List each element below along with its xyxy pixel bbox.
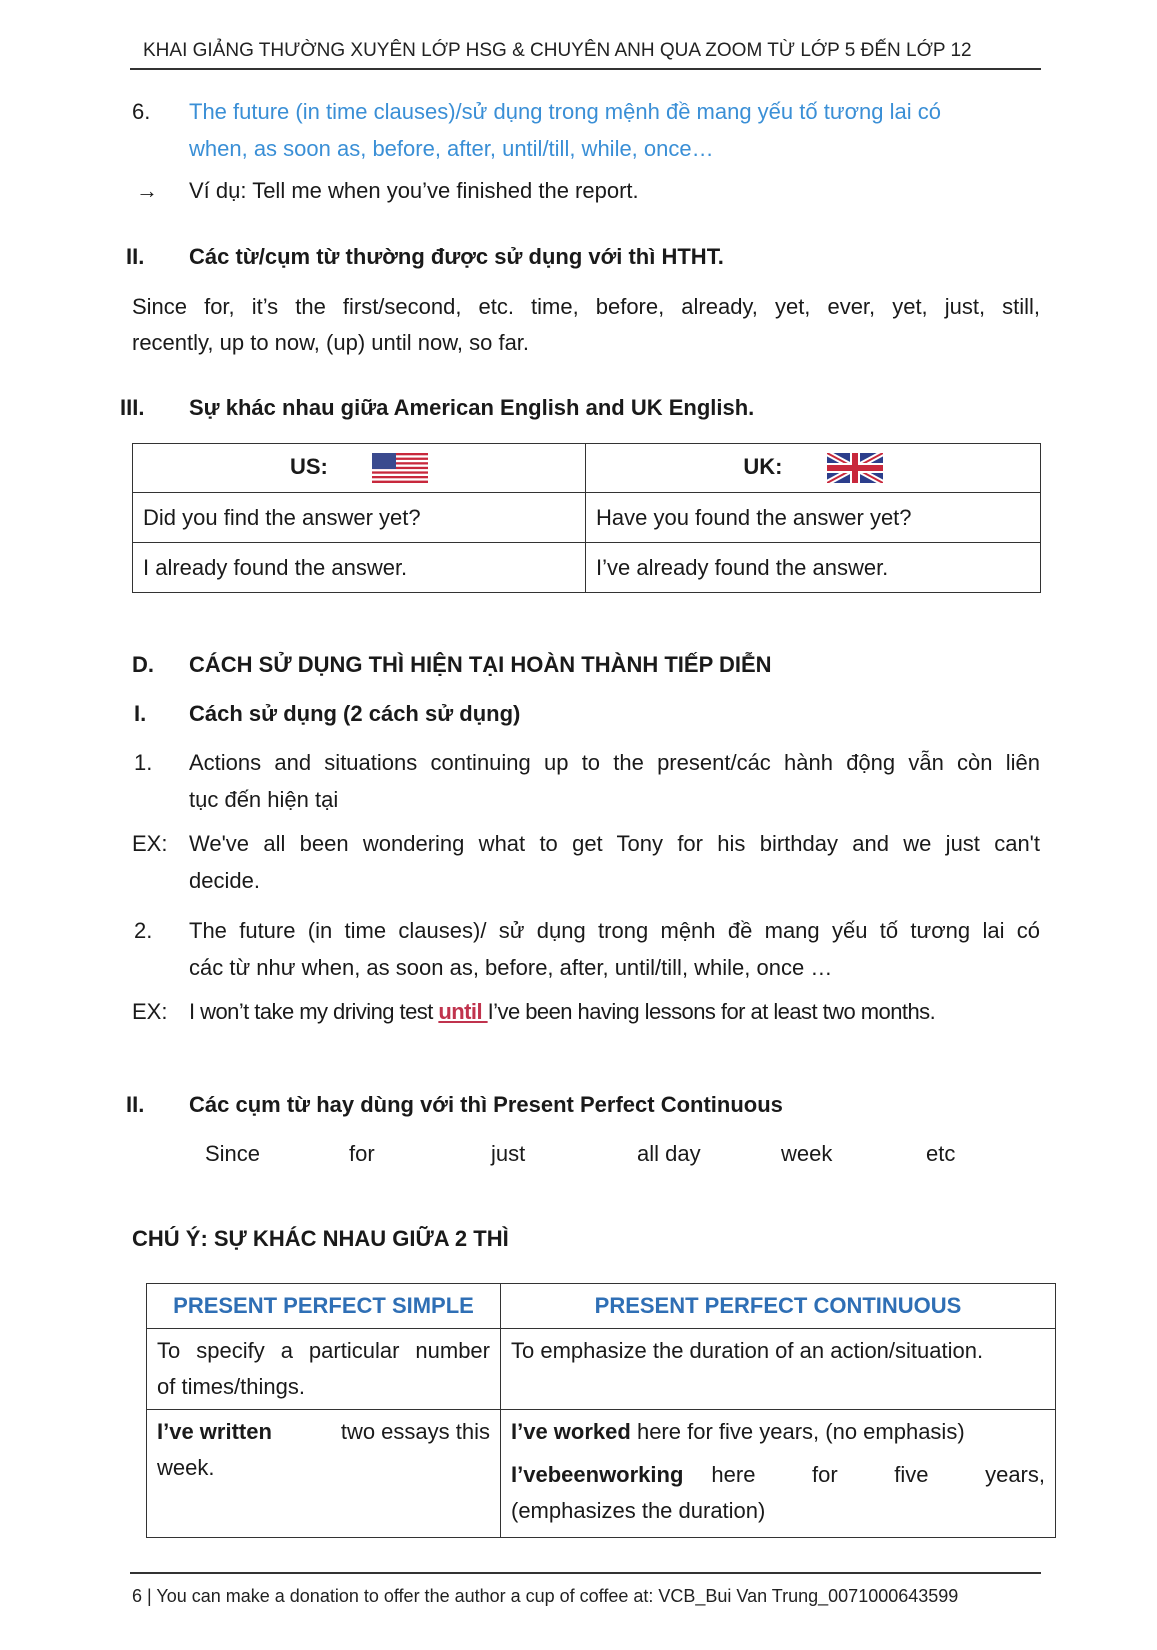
arrow-icon: → [136,178,158,203]
pp-simple-cell [147,1410,501,1538]
use-2-line-1: The future (in time clauses)/ sử dụng trong mệnh đề mang yếu tố tương lai có [189,918,1040,943]
use-1-line-1: Actions and situations continuing up to the present/các hành động vẫn còn liên [189,750,1040,775]
item-6-line-2: when, as soon as, before, after, until/till, while, once… [189,136,714,161]
page-footer: 6 | You can make a donation to offer the author a cup of coffee at: VCB_Bui Van Trung_0071000643599 [132,1586,959,1606]
pp-continuous-example-a [511,1414,1045,1450]
use-2-line-2: các từ như when, as soon as, before, after, until/till, while, once … [189,955,833,980]
section-d-number: D. [132,652,154,677]
us-label: US: [289,453,328,479]
note-title: CHÚ Ý: SỰ KHÁC NHAU GIỮA 2 THÌ [132,1226,509,1251]
pp-continuous-header: PRESENT PERFECT CONTINUOUS [501,1284,1056,1329]
section-2-title: Các từ/cụm từ thường được sử dụng với thì HTHT. [189,244,724,269]
pp-continuous-example-a-rest: here for five years, (no emphasis) [630,1419,965,1444]
pp-continuous-cell [501,1410,1056,1538]
pp-simple-example-line-1 [157,1414,490,1450]
section-d-2-title: Các cụm từ hay dùng với thì Present Perfect Continuous [189,1092,783,1117]
uk-cell: Have you found the answer yet? [586,493,1041,543]
section-3-title: Sự khác nhau giữa American English and UK English. [189,395,755,420]
use-1-number: 1. [134,750,153,775]
section-d-title: CÁCH SỬ DỤNG THÌ HIỆN TẠI HOÀN THÀNH TIẾP DIỄN [189,652,772,677]
us-header-cell [133,444,586,493]
section-2-number: II. [126,244,145,269]
pp-simple-example-line-2: week. [157,1455,215,1480]
header-divider [130,68,1041,70]
pp-continuous-example-b-word: been [547,1462,600,1487]
phrase-item: all day [637,1141,701,1166]
pp-simple-example-rest: two essays this [340,1419,490,1444]
ex-2-text-before: I won’t take my driving test [189,999,439,1024]
pp-continuous-example-b-word: I’ve [511,1462,548,1487]
section-2-body-line-1: Since for, it’s the first/second, etc. time, before, already, yet, ever, yet, just, still, [132,294,1040,319]
footer-divider [130,1572,1041,1574]
us-uk-table [132,443,1041,593]
phrase-item: week [781,1141,833,1166]
section-d-1-title: Cách sử dụng (2 cách sử dụng) [189,701,521,726]
pp-row [147,1410,1056,1538]
uk-cell: I’ve already found the answer. [586,543,1041,593]
page-header: KHAI GIẢNG THƯỜNG XUYÊN LỚP HSG & CHUYÊN ANH QUA ZOOM TỪ LỚP 5 ĐẾN LỚP 12 [143,40,972,61]
pp-simple-cell [147,1329,501,1410]
ex-1-line-1: We've all been wondering what to get Tony for his birthday and we just can't [189,831,1040,856]
us-cell: I already found the answer. [133,543,586,593]
pp-header-row [147,1284,1056,1329]
section-d-2-number: II. [126,1092,145,1117]
phrase-item: for [349,1141,375,1166]
ex-1-line-2: decide. [189,868,260,893]
uk-header-cell [586,444,1041,493]
item-6-number: 6. [132,99,151,124]
section-3-number: III. [120,395,145,420]
pp-row [147,1329,1056,1410]
pp-continuous-example-a-bold: I’ve worked [511,1419,631,1444]
phrase-item: Since [205,1141,261,1166]
use-2-number: 2. [134,918,153,943]
ex-2-label: EX: [132,999,168,1024]
example-1-text: Ví dụ: Tell me when you’ve finished the report. [189,178,639,203]
pp-simple-cell-line-1: To specify a particular number [157,1338,490,1363]
us-flag-icon [372,453,428,483]
item-6-line-1: The future (in time clauses)/sử dụng trong mệnh đề mang yếu tố tương lai có [189,99,941,124]
us-uk-header-row [133,444,1041,493]
section-d-1-number: I. [134,701,147,726]
uk-flag-icon [827,453,883,483]
present-perfect-table [146,1283,1056,1538]
phrase-item: etc [926,1141,956,1166]
pp-continuous-example-b [511,1457,1045,1493]
use-1-line-2: tục đến hiện tại [189,787,339,812]
us-uk-row [133,493,1041,543]
us-cell: Did you find the answer yet? [133,493,586,543]
pp-continuous-example-b-line-2: (emphasizes the duration) [511,1498,766,1523]
pp-simple-cell-line-2: of times/things. [157,1374,305,1399]
pp-continuous-cell: To emphasize the duration of an action/situation. [501,1329,1056,1410]
phrase-item: just [491,1141,526,1166]
ex-2-sentence [189,999,935,1025]
pp-simple-example-bold: I’ve written [157,1419,272,1444]
us-uk-row [133,543,1041,593]
until-highlight: until [438,999,488,1024]
ex-1-label: EX: [132,831,168,856]
uk-label: UK: [743,453,783,479]
pp-continuous-example-b-word: working [599,1462,684,1487]
pp-simple-header: PRESENT PERFECT SIMPLE [147,1284,501,1329]
pp-continuous-example-b-rest: here for five years, [711,1462,1045,1487]
ex-2-text-after: I’ve been having lessons for at least two months. [487,999,936,1024]
section-2-body-line-2: recently, up to now, (up) until now, so far. [132,330,530,355]
